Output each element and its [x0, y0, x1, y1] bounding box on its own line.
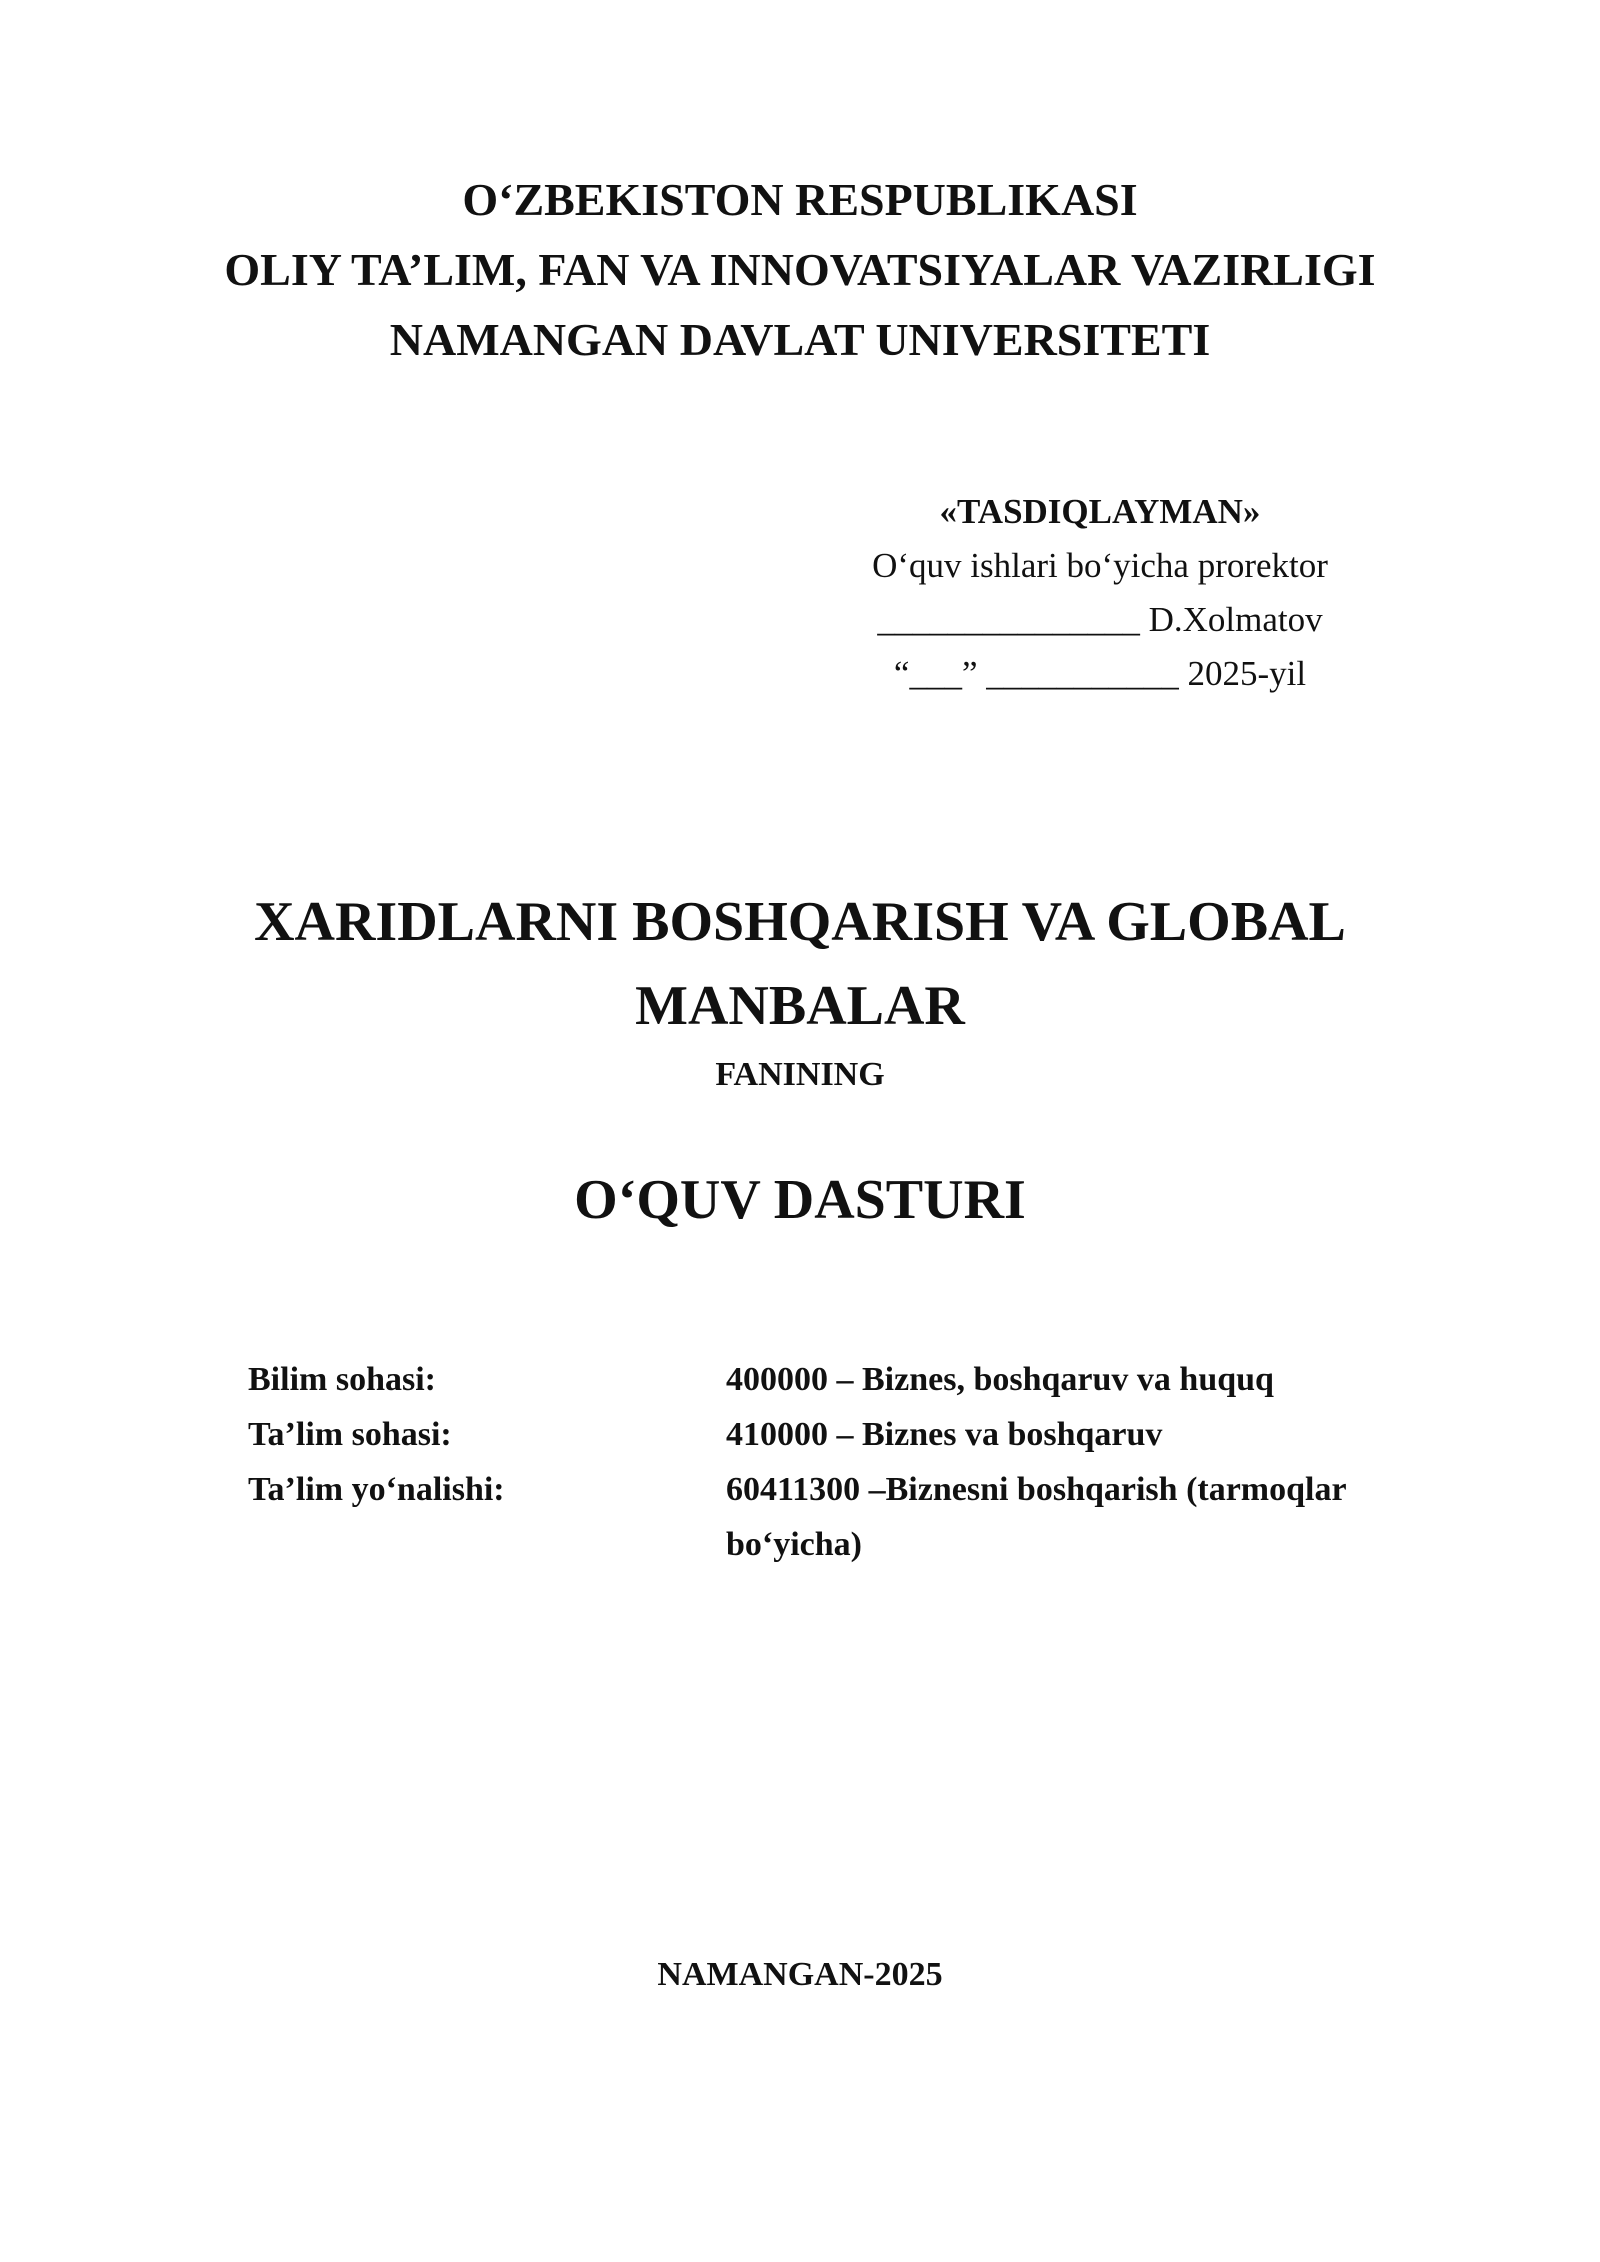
- approval-signature-line: _______________ D.Xolmatov: [877, 600, 1323, 639]
- program-info: [248, 1352, 1428, 1572]
- header-ministry: OLIY TA’LIM, FAN VA INNOVATSIYALAR VAZIRLIGI: [224, 244, 1376, 295]
- header-university: NAMANGAN DAVLAT UNIVERSITETI: [389, 314, 1211, 365]
- approval-date-line: “___” ___________ 2025-yil: [893, 654, 1307, 693]
- approval-position: O‘quv ishlari bo‘yicha prorektor: [872, 546, 1328, 585]
- info-row: [248, 1352, 1428, 1407]
- info-label-knowledge-area: Bilim sohasi:: [248, 1361, 436, 1398]
- subject-genitive-label: FANINING: [715, 1056, 885, 1093]
- subject-title-line-1: XARIDLARNI BOSHQARISH VA GLOBAL: [254, 891, 1346, 953]
- header-country: O‘ZBEKISTON RESPUBLIKASI: [462, 174, 1138, 225]
- info-value-knowledge-area: 400000 – Biznes, boshqaruv va huquq: [726, 1361, 1274, 1398]
- footer-city-year: NAMANGAN-2025: [657, 1956, 943, 1993]
- subject-title-line-2: MANBALAR: [635, 975, 965, 1037]
- info-value-education-area: 410000 – Biznes va boshqaruv: [726, 1416, 1163, 1453]
- info-label-direction: Ta’lim yo‘nalishi:: [248, 1471, 505, 1508]
- subject-title: [0, 880, 1600, 1048]
- info-row: [248, 1462, 1428, 1572]
- approval-title: «TASDIQLAYMAN»: [939, 492, 1261, 531]
- info-label-education-area: Ta’lim sohasi:: [248, 1416, 452, 1453]
- program-title: O‘QUV DASTURI: [574, 1169, 1026, 1231]
- info-value-direction: 60411300 –Biznesni boshqarish (tarmoqlar bo‘yicha): [726, 1471, 1346, 1563]
- approval-block: [830, 485, 1370, 701]
- info-row: [248, 1407, 1428, 1462]
- institution-header: [0, 165, 1600, 375]
